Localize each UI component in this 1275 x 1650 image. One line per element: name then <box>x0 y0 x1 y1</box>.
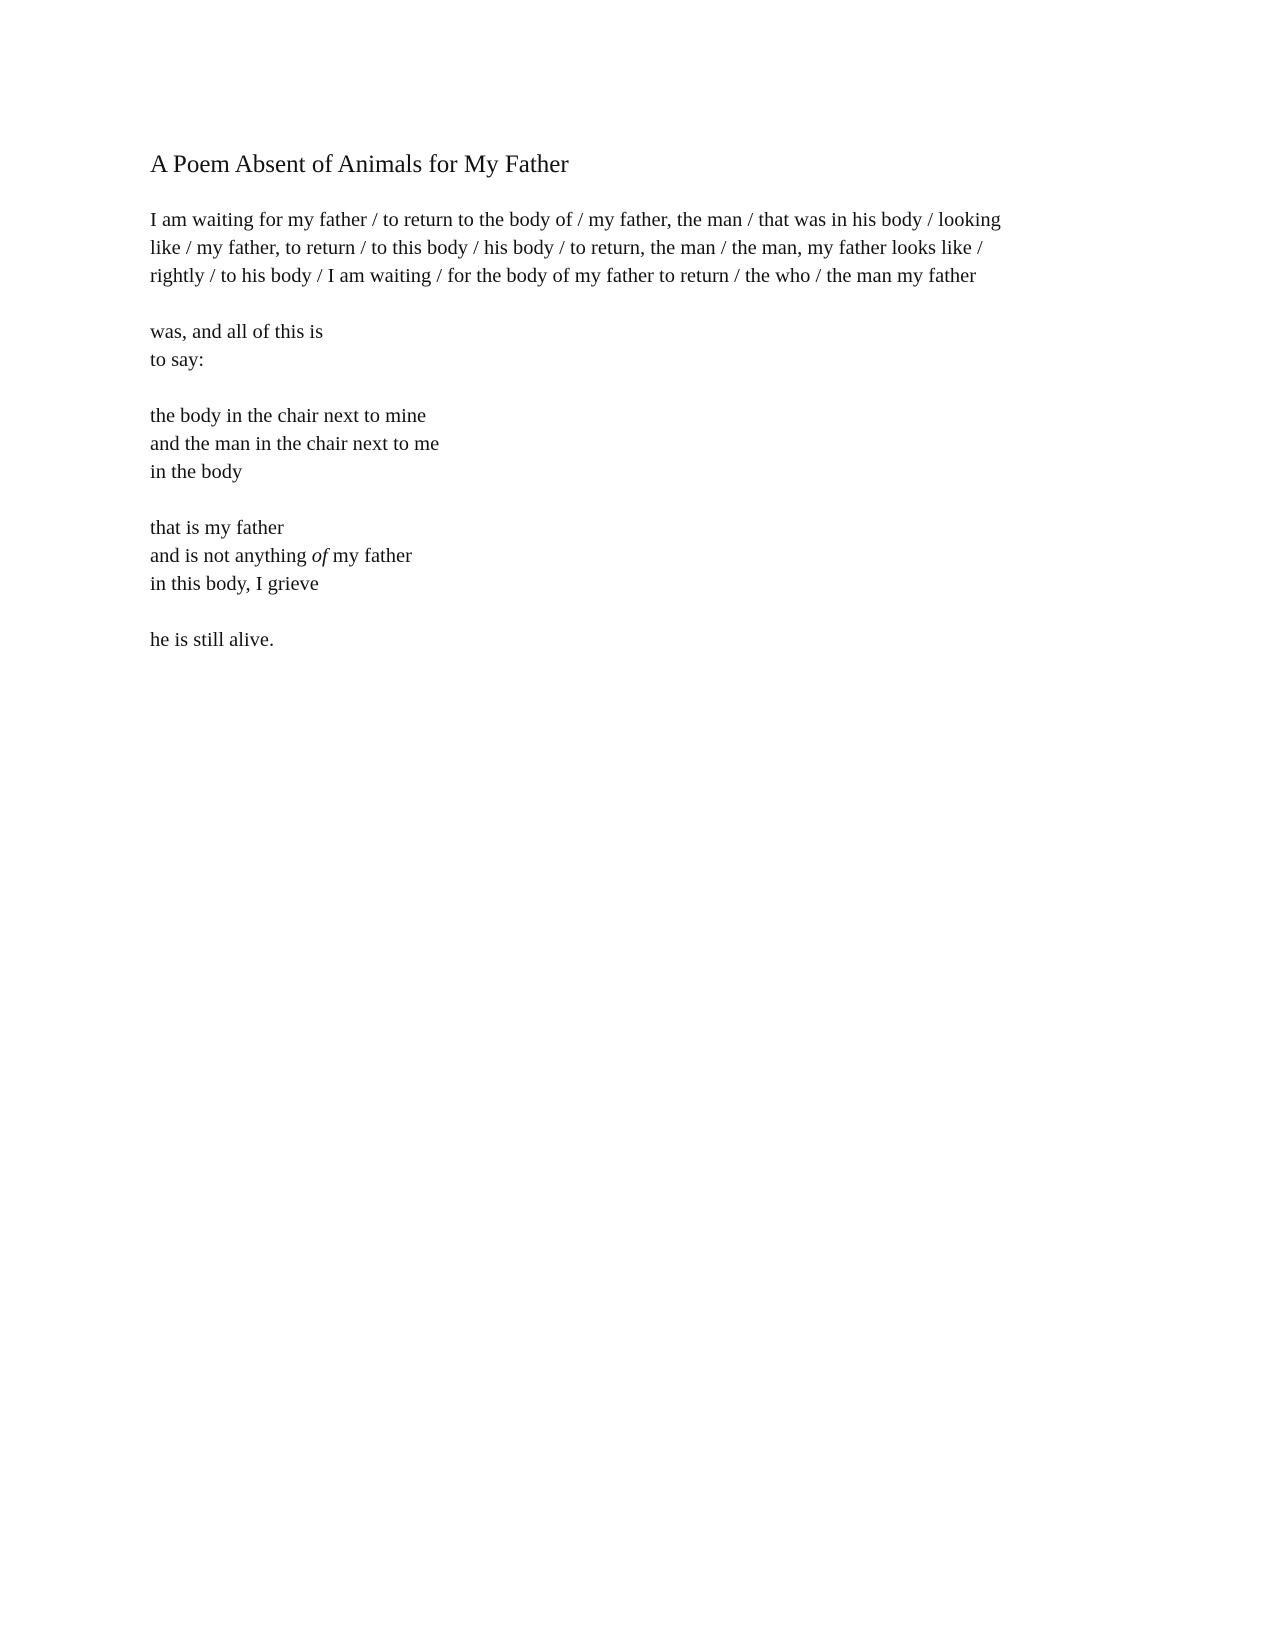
stanza-3 <box>150 402 1130 486</box>
stanza-4 <box>150 514 1130 598</box>
poem-line: was, and all of this is <box>150 321 324 343</box>
stanza-5 <box>150 626 1130 654</box>
poem-title: A Poem Absent of Animals for My Father <box>150 151 569 178</box>
poem-line: that is my father <box>150 517 284 539</box>
poem-content <box>150 148 1130 682</box>
stanza-2 <box>150 318 1130 374</box>
poem-line: I am waiting for my father / to return to the body of / my father, the man / that was in his body / looking <box>150 209 1001 231</box>
line-text-before-italic: and is not anything <box>150 545 312 567</box>
poem-line-with-italic <box>150 542 1130 570</box>
poem-line: in this body, I grieve <box>150 573 319 595</box>
italic-word: of <box>311 545 328 567</box>
line-text-after-italic: my father <box>327 545 412 567</box>
stanza-1 <box>150 206 1130 290</box>
poem-line: and the man in the chair next to me <box>150 433 440 455</box>
poem-line: to say: <box>150 349 205 371</box>
poem-line: rightly / to his body / I am waiting / for the body of my father to return / the who / the man my father <box>150 265 977 287</box>
poem-line: the body in the chair next to mine <box>150 405 427 427</box>
poem-line: in the body <box>150 461 243 483</box>
poem-line: like / my father, to return / to this body / his body / to return, the man / the man, my father looks like / <box>150 237 983 259</box>
poem-line: he is still alive. <box>150 629 275 651</box>
